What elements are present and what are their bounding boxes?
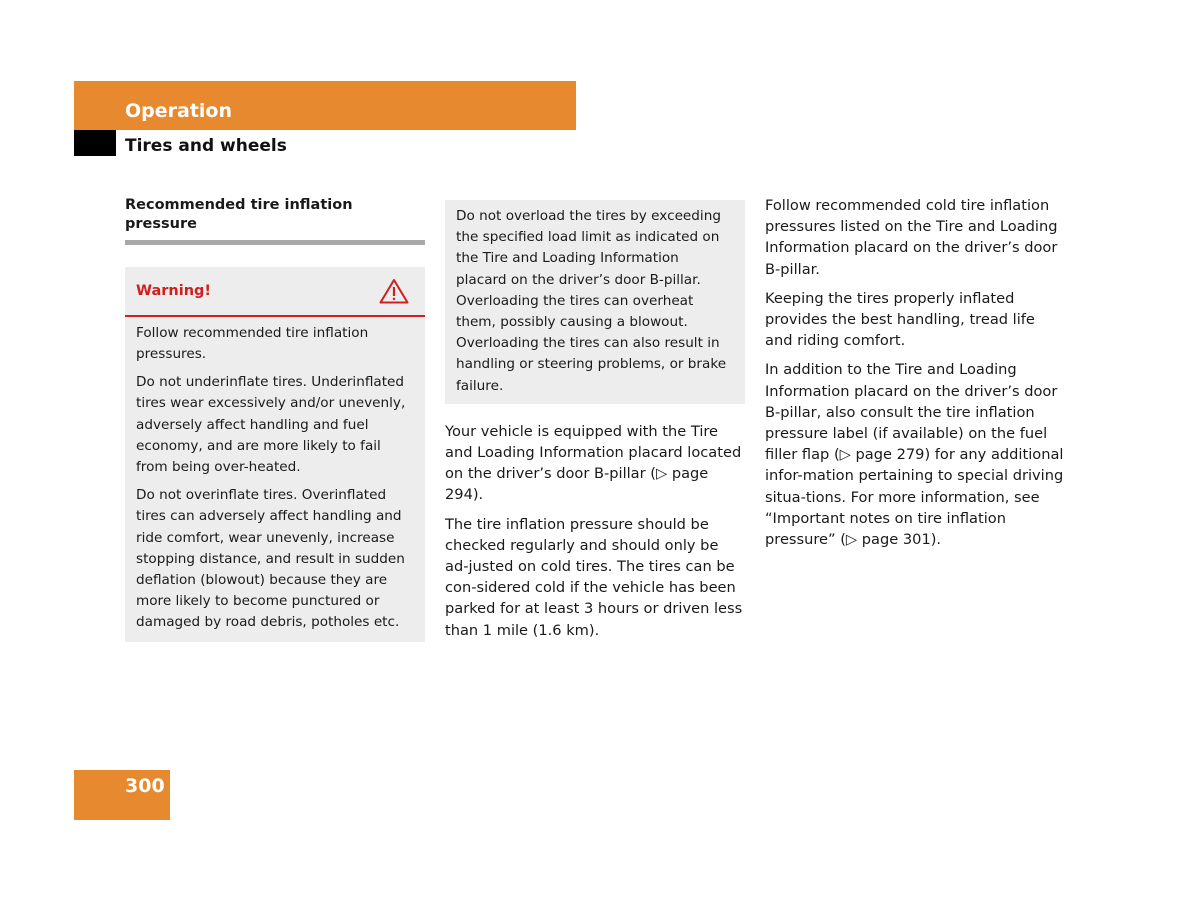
body-paragraph: The tire inflation pressure should be checked regularly and should only be ad-justed on cold tires. The tires can be con-sidered cold if the vehicle has been parked for at least 3 hours or driven less than 1 mile (1.6 km). — [445, 515, 743, 639]
note-box — [445, 200, 745, 404]
body-paragraph: Your vehicle is equipped with the Tire and Loading Information placard located on the driver’s door B-pillar (▷ page 294). — [445, 422, 742, 504]
column-1 — [125, 196, 425, 642]
note-text: Do not overload the tires by exceeding the specified load limit as indicated on the Tire and Loading Information placard on the driver’s door B-pillar. Overloading the tires can overheat them, possibly causing a blowout. Overloading the tires can also result in handling or steering problems, or brake failure. — [456, 208, 727, 394]
page-number: 300 — [125, 775, 165, 797]
body-paragraph: Follow recommended cold tire inflation pressures listed on the Tire and Loading Information placard on the driver’s door B-pillar. — [765, 197, 1058, 278]
subsection-title: Tires and wheels — [125, 136, 287, 156]
warning-paragraph: Do not overinflate tires. Overinflated tires can adversely affect handling and ride comfort, wear unevenly, increase stopping distance, and result in sudden deflation (blowout) because they are more likely to become punctured or damaged by road debris, potholes etc. — [136, 487, 405, 631]
subsection-marker — [74, 130, 116, 156]
warning-body — [125, 317, 425, 642]
section-title: Operation — [125, 100, 233, 122]
topic-heading: Recommended tire inflation pressure — [125, 196, 425, 245]
warning-label: Warning! — [136, 282, 212, 299]
body-paragraph: Keeping the tires properly inflated provides the best handling, tread life and riding comfort. — [765, 289, 1035, 350]
column-3 — [765, 195, 1065, 558]
warning-triangle-icon — [379, 278, 409, 304]
warning-box — [125, 267, 425, 642]
warning-paragraph: Do not underinflate tires. Underinflated tires wear excessively and/or unevenly, adversely affect handling and fuel economy, and are more likely to fail from being over-heated. — [136, 374, 406, 475]
body-paragraph: In addition to the Tire and Loading Information placard on the driver’s door B-pillar, also consult the tire inflation pressure label (if available) on the fuel filler flap (▷ page 279) for any additional infor-mation pertaining to special driving situa-tions. For more information, see “Important notes on tire inflation pressure” (▷ page 301). — [765, 361, 1064, 549]
warning-paragraph: Follow recommended tire inflation pressures. — [136, 324, 369, 362]
column-2 — [445, 196, 745, 649]
warning-header — [125, 267, 425, 317]
